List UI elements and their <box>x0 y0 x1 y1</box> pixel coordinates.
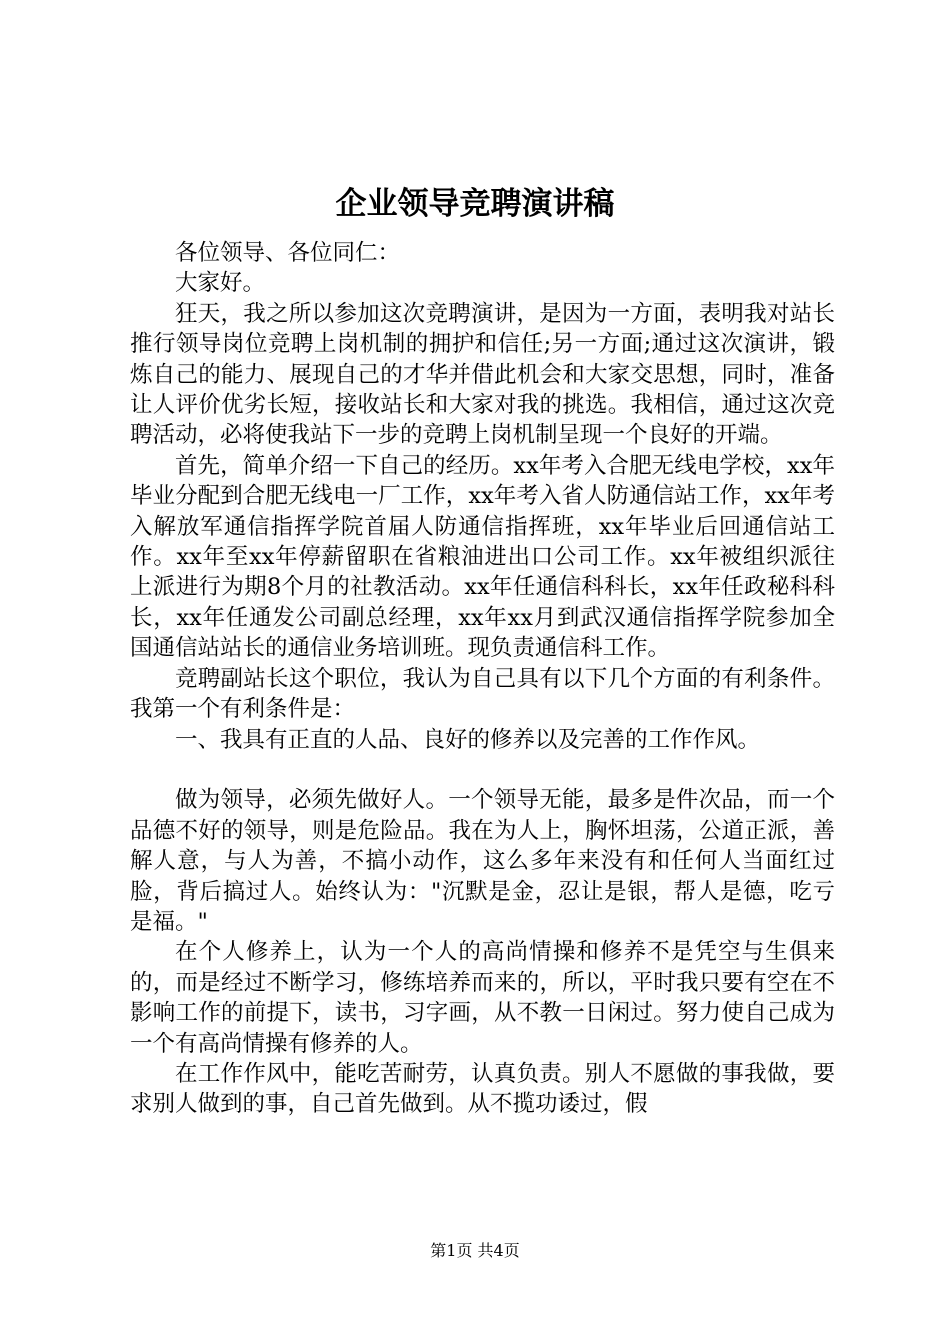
paragraph-conditions: 竞聘副站长这个职位，我认为自己具有以下几个方面的有利条件。我第一个有利条件是： <box>130 665 835 723</box>
paragraph-hello: 大家好。 <box>175 270 266 297</box>
paragraph-point-one: 一、我具有正直的人品、良好的修养以及完善的工作作风。 <box>175 726 761 753</box>
paragraph-character: 做为领导，必须先做好人。一个领导无能，最多是件次品，而一个品德不好的领导，则是危险品。我在为人上，胸怀坦荡，公道正派，善解人意，与人为善，不搞小动作，这么多年来没有和任何人当面红过脸，背后搞过人。始终认为："沉默是金，忍让是银，帮人是德，吃亏是福。" <box>130 787 835 935</box>
paragraph-intro: 狂天，我之所以参加这次竞聘演讲，是因为一方面，表明我对站长推行领导岗位竞聘上岗机制的拥护和信任;另一方面;通过这次演讲，锻炼自己的能力、展现自己的才华并借此机会和大家交思想，同时，准备让人评价优劣长短，接收站长和大家对我的挑选。我相信，通过这次竞聘活动，必将使我站下一步的竞聘上岗机制呈现一个良好的开端。 <box>130 300 835 449</box>
blank-line <box>130 755 835 785</box>
paragraph-greeting: 各位领导、各位同仁： <box>175 240 401 266</box>
document-body <box>130 238 835 1120</box>
paragraph-experience: 首先，简单介绍一下自己的经历。xx年考入合肥无线电学校，xx年毕业分配到合肥无线电一厂工作，xx年考入省人防通信站工作，xx年考入解放军通信指挥学院首届人防通信指挥班，xx年毕业后回通信站工作。xx年至xx年停薪留职在省粮油进出口公司工作。xx年被组织派往上派进行为期8个月的社教活动。xx年任通信科科长，xx年任政秘科科长，xx年任通发公司副总经理，xx年xx月到武汉通信指挥学院参加全国通信站站长的通信业务培训班。现负责通信科工作。 <box>130 452 835 662</box>
document-title: 企业领导竞聘演讲稿 <box>335 186 615 222</box>
paragraph-work-style: 在工作作风中，能吃苦耐劳，认真负责。别人不愿做的事我做，要求别人做到的事，自己首先做到。从不揽功诿过，假 <box>130 1060 835 1118</box>
page-footer: 第1页 共4页 <box>430 1241 520 1260</box>
paragraph-cultivation: 在个人修养上，认为一个人的高尚情操和修养不是凭空与生俱来的，而是经过不断学习，修练培养而来的，所以，平时我只要有空在不影响工作的前提下，读书，习字画，从不教一日闲过。努力使自己成为一个有高尚情操有修养的人。 <box>130 939 835 1057</box>
